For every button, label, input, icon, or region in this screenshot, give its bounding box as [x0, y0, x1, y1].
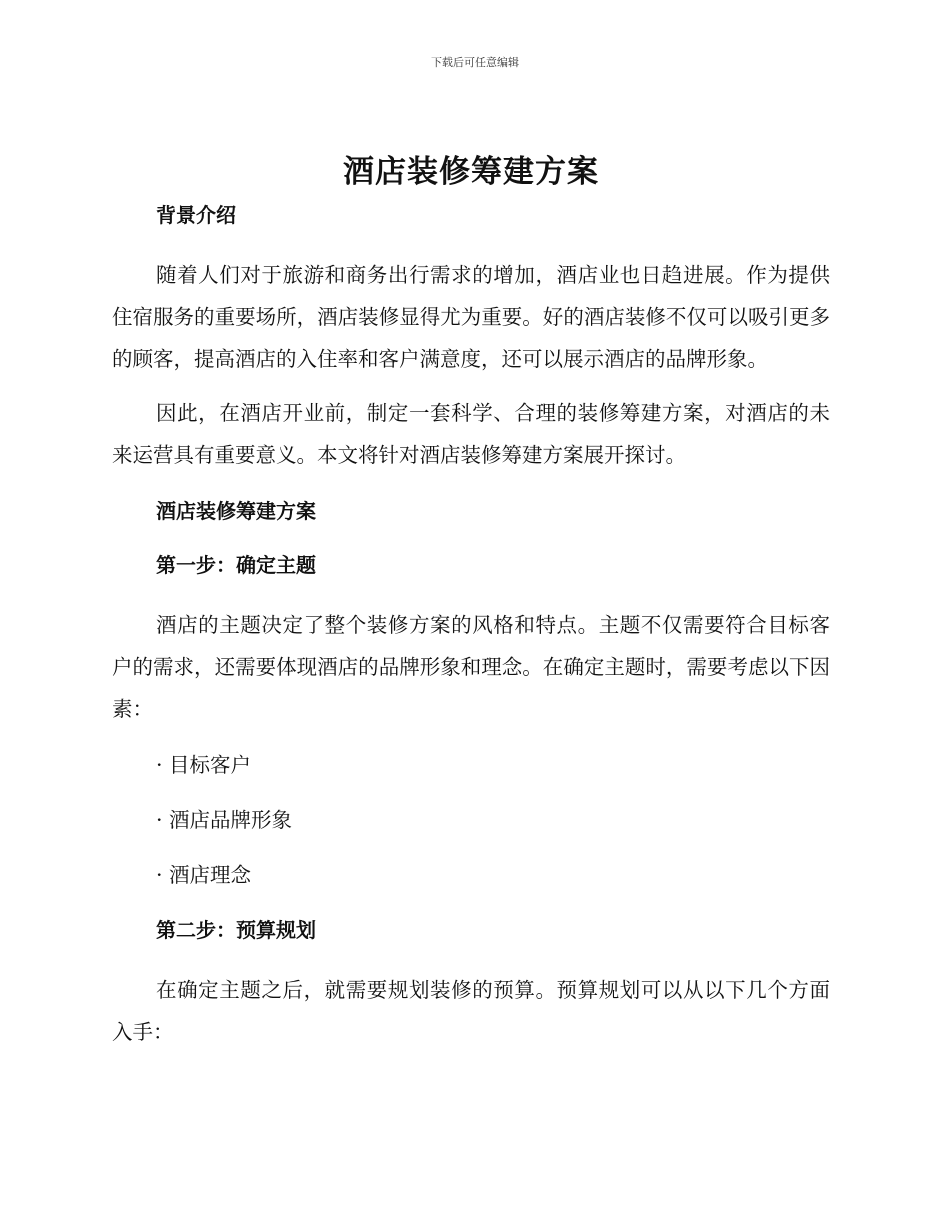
step1-heading: 第一步：确定主题	[156, 553, 316, 577]
bullet-item: · 酒店理念	[156, 863, 252, 887]
paragraph-background-2: 因此，在酒店开业前，制定一套科学、合理的装修筹建方案，对酒店的未来运营具有重要意义。本文将针对酒店装修筹建方案展开探讨。	[112, 401, 830, 467]
paragraph-step2: 在确定主题之后，就需要规划装修的预算。预算规划可以从以下几个方面入手：	[112, 978, 830, 1044]
section-heading-background: 背景介绍	[156, 203, 236, 227]
document-title: 酒店装修筹建方案	[343, 154, 599, 190]
bullet-item: · 酒店品牌形象	[156, 808, 293, 832]
bullet-item: · 目标客户	[156, 753, 252, 777]
document-body	[112, 148, 830, 1065]
page-header: 下载后可任意编辑	[431, 56, 519, 69]
section-heading-plan: 酒店装修筹建方案	[156, 499, 316, 523]
paragraph-step1: 酒店的主题决定了整个装修方案的风格和特点。主题不仅需要符合目标客户的需求，还需要体现酒店的品牌形象和理念。在确定主题时，需要考虑以下因素：	[112, 613, 830, 721]
step2-heading: 第二步：预算规划	[156, 918, 316, 942]
paragraph-background-1: 随着人们对于旅游和商务出行需求的增加，酒店业也日趋进展。作为提供住宿服务的重要场所，酒店装修显得尤为重要。好的酒店装修不仅可以吸引更多的顾客，提高酒店的入住率和客户满意度，还可以展示酒店的品牌形象。	[112, 263, 830, 371]
